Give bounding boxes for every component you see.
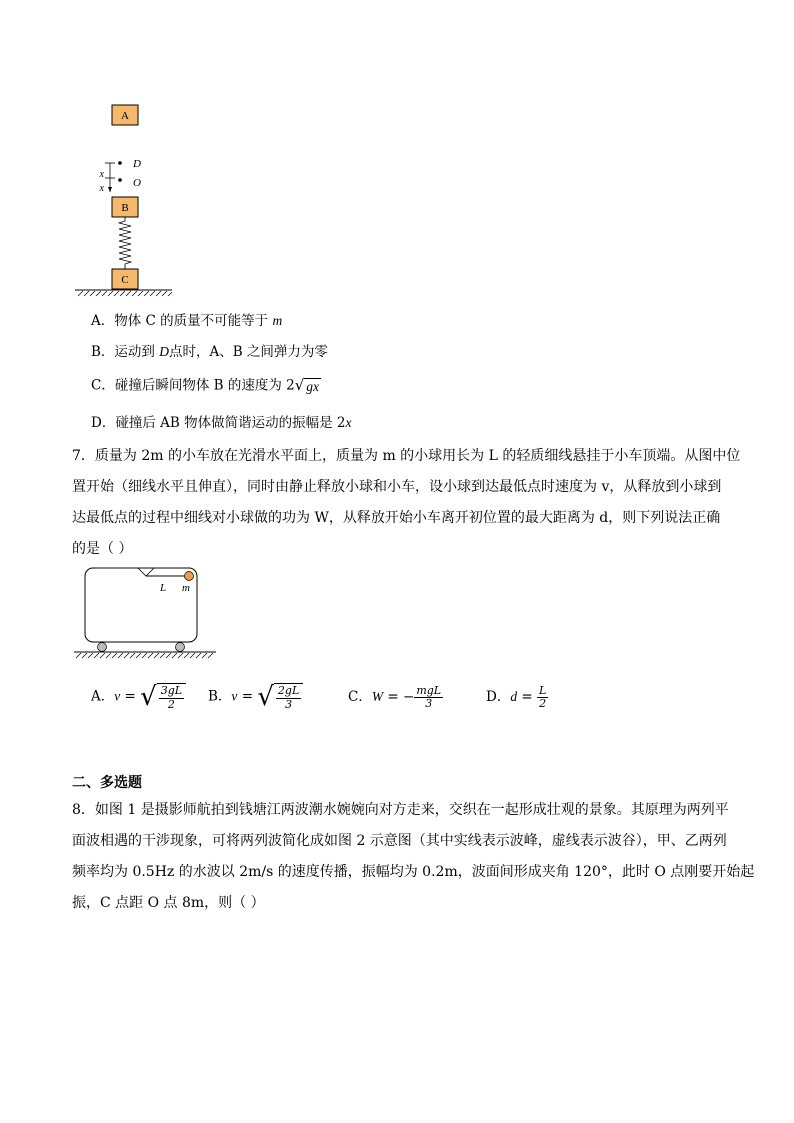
q7-line-2: 置开始（细线水平且伸直），同时由静止释放小球和小车，设小球到达最低点时速度为 v，从释放到小球到	[72, 479, 722, 495]
q8-line-2: 面波相遇的干涉现象，可将两列波简化成如图 2 示意图（其中实线表示波峰，虚线表示波谷），甲、乙两列	[72, 833, 727, 849]
block-b-label: B	[121, 202, 129, 214]
ball	[185, 572, 194, 581]
q6-option-d: D．碰撞后 AB 物体做简谐运动的振幅是 2x	[91, 415, 352, 431]
label-o: O	[133, 177, 141, 189]
cart-body	[85, 568, 197, 642]
q8-line-4: 振，C 点距 O 点 8m，则（ ）	[72, 895, 265, 911]
spring	[119, 217, 131, 269]
cart-figure	[70, 562, 220, 664]
q7-option-b: B．v = √ $\frac{2gL}{3}$	[208, 682, 303, 712]
q8-line-1: 8．如图 1 是摄影师航拍到钱塘江两波潮水婉婉向对方走来，交织在一起形成壮观的景象。其原理为两列平	[72, 802, 729, 818]
wheel-right	[176, 643, 185, 652]
label-m: m	[182, 582, 190, 594]
q6-option-b: B．运动到 D点时，A、B 之间弹力为零	[91, 344, 328, 360]
label-d: D	[133, 158, 141, 170]
q7-line-1: 7．质量为 2m 的小车放在光滑水平面上，质量为 m 的小球用长为 L 的轻质细线悬挂于小车顶端。从图中位	[72, 448, 741, 464]
q6-option-a: A．物体 C 的质量不可能等于 m	[91, 313, 283, 329]
q7-option-d: D．d = $\frac{L}{2}$	[486, 684, 547, 711]
block-a-label: A	[121, 110, 129, 122]
q8-line-3: 频率均为 0.5Hz 的水波以 2m/s 的速度传播，振幅均为 0.2m，波面间形成夹角 120°，此时 O 点刚要开始起	[72, 864, 755, 880]
q7-option-c: C．W = − $\frac{\text{mgL}}{3}$	[348, 684, 442, 711]
wheel-left	[98, 643, 107, 652]
q7-line-3: 达最低点的过程中细线对小球做的功为 W，从释放开始小车离开初位置的最大距离为 d，则下列说法正确	[72, 510, 721, 526]
q7-line-4: 的是（ ）	[72, 541, 133, 557]
label-x-lower: x	[99, 183, 104, 194]
block-c-label: C	[121, 274, 129, 286]
label-x-upper: x	[99, 169, 104, 180]
spring-blocks-figure	[70, 100, 180, 300]
label-l: L	[160, 582, 167, 594]
q7-option-a: A．v = √ $\frac{3gL}{2}$	[91, 682, 186, 712]
section-title: 二、多选题	[72, 775, 142, 791]
q6-option-c: C．碰撞后瞬间物体 B 的速度为 2 √ gx	[91, 376, 320, 395]
